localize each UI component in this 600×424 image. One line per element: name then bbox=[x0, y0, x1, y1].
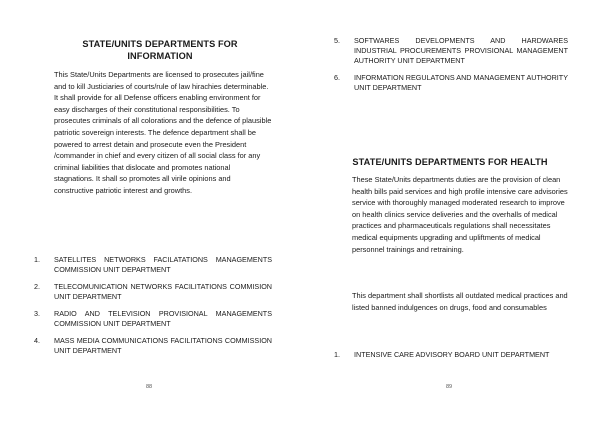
list-item bbox=[334, 350, 568, 360]
list-item bbox=[34, 255, 272, 275]
list-item-number: 5. bbox=[334, 36, 340, 45]
list-item-number: 2. bbox=[34, 282, 40, 291]
list-item-number: 6. bbox=[334, 73, 340, 82]
right-page-heading: STATE/UNITS DEPARTMENTS FOR HEALTH bbox=[352, 157, 548, 167]
right-page bbox=[300, 0, 600, 424]
list-item-text: MASS MEDIA COMMUNICATIONS FACILITATIONS COMMISSION UNIT DEPARTMENT bbox=[54, 336, 272, 355]
list-item-number: 3. bbox=[34, 309, 40, 318]
heading-line-2: INFORMATION bbox=[127, 51, 193, 61]
list-item-text: INFORMATION REGULATONS AND MANAGEMENT AUTHORITY UNIT DEPARTMENT bbox=[354, 73, 568, 92]
list-item bbox=[334, 36, 568, 66]
right-bottom-department-list bbox=[334, 350, 568, 360]
list-item-text: TELECOMUNICATION NETWORKS FACILITATIONS COMMISION UNIT DEPARTMENT bbox=[54, 282, 272, 301]
list-item-number: 1. bbox=[34, 255, 40, 264]
list-item-text: SATELLITES NETWORKS FACILATATIONS MANAGEMENTS COMMISSION UNIT DEPARTMENT bbox=[54, 255, 272, 274]
left-department-list bbox=[34, 255, 272, 356]
list-item-text: RADIO AND TELEVISION PROVISIONAL MANAGEMENTS COMMISSION UNIT DEPARTMENT bbox=[54, 309, 272, 328]
list-item-number: 1. bbox=[334, 350, 340, 359]
right-top-department-list bbox=[334, 36, 568, 93]
list-item bbox=[334, 73, 568, 93]
list-item-text: SOFTWARES DEVELOPMENTS AND HARDWARES INDUSTRIAL PROCUREMENTS PROVISIONAL MANAGEMENT AUTHORITY UNIT DEPARTMENT bbox=[354, 36, 568, 65]
page-number: 88 bbox=[146, 384, 153, 390]
right-page-paragraph-1: These State/Units departments duties are the provision of clean health bills paid services and high profile intensive care advisories service with thoroughly managed moderated research to improve on health clinics service deliveries and the overhalls of medical practices and pharmaceuticals regulations shall necessitates medical equipments upgrading and upliftments of medical personnel trainings and retraining. bbox=[352, 175, 568, 254]
list-item bbox=[34, 336, 272, 356]
left-page-paragraph: This State/Units Departments are licensed to prosecutes jail/fine and to kill Justiciaries of courts/rule of law hirachies determinable. It shall provide for all Defense officers enabling environment for easy discharges of their constitutional responsibilities. To prosecutes criminals of all colorations and the defence of plausible patriotic sovereign interests. The defence department shall be powered to arrest detain and prosecute even the President /commander in chief and every citizen of all social class for any criminal liabilities that dislocate and promotes national stagnations. It shall so promotes all virile opinions and constructive patriotic interest and growths. bbox=[54, 70, 272, 195]
page-number: 89 bbox=[446, 384, 453, 390]
left-page-heading bbox=[55, 38, 265, 62]
list-item bbox=[34, 309, 272, 329]
right-page-paragraph-2: This department shall shortlists all outdated medical practices and listed banned indulgences on drugs, food and consumables bbox=[352, 291, 568, 312]
heading-line-1: STATE/UNITS DEPARTMENTS FOR bbox=[82, 39, 238, 49]
list-item bbox=[34, 282, 272, 302]
list-item-number: 4. bbox=[34, 336, 40, 345]
list-item-text: INTENSIVE CARE ADVISORY BOARD UNIT DEPARTMENT bbox=[354, 350, 550, 359]
